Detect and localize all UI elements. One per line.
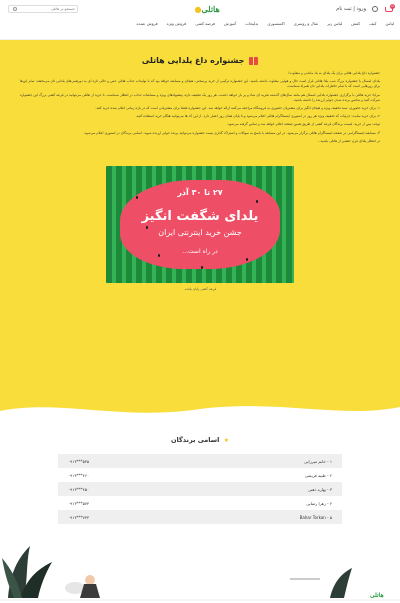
nav-list (6, 18, 394, 29)
lottery-status-caption: قرعه کشی پایان یافت. (183, 287, 217, 292)
festival-paragraph: یلدای امسال با جشنواره بزرگ شب یلدا هاتلی قرار است حال و هوایی متفاوت داشته باشید. این جشنواره ترکیبی از خرید پرسختی، هیجان و مسابقه خواهد بود که با تولیدات جذاب هاتلی حس و حالی تازه ای به دورهمی‌های یلدایی تان می‌بخشد. تمام این‌ها برای روزهایی است که با تمام خاطرات یلدایی تان همراه شماست. (20, 79, 380, 89)
nav-item-clothes[interactable]: لباس (385, 21, 394, 26)
festival-intro: جشنواره داغ یلدایی هاتلی برای یک یلدای به یاد ماندنی و متفاوت! (288, 71, 380, 75)
nav-item-tutorials[interactable]: آموزش (223, 21, 237, 26)
nav-item-wholesale[interactable]: فروش عمده (136, 21, 158, 26)
table-row (58, 496, 342, 510)
festival-paragraph: ۲- برای خرید سایت: جزئیات کد تخفیف ویژه هر روز در استوری اینستاگرام هاتلی اعلام می‌شود و تا پایان همان روز اعتبار دارد. از این کد ها می‌توانید هنگام خرید استفاده کنید. (135, 114, 380, 119)
star-icon: ★ (223, 437, 230, 444)
winner-phone: ۰۹۱۳***۴۶۰ (68, 472, 90, 478)
footer-logo[interactable]: هاتلی (370, 592, 384, 599)
search-input[interactable] (17, 7, 75, 11)
winner-name: ۱ - خانم میرزایی (304, 458, 332, 464)
winner-phone: ۰۹۱۳***۵۳۵ (68, 458, 90, 464)
seed-icon (256, 200, 258, 203)
site-logo[interactable]: هاتلی● (194, 4, 220, 14)
festival-title (20, 56, 380, 65)
table-row (58, 454, 342, 468)
nav-item-bags[interactable]: کیف (369, 21, 377, 26)
cart-icon[interactable] (384, 3, 394, 13)
winner-phone: ۰۹۱۳***۵۷۳ (68, 500, 90, 506)
winner-name: ۲ - طیبه قریشی (304, 472, 332, 478)
festival-paragraph: مزایا: خرید هاتلی با برگزاری جشنواره یلدایی امسال هم مانند سال‌های گذشته تجربه ای شاد و پر بار خواهد داشت. هر روز یک تخفیف تازه، پیشنهادهای ویژه و مسابقات جذاب در انتظار شماست. با خرید از هاتلی می‌توانید در قرعه کشی بزرگ این جشنواره شرکت کنید و شانس برنده شدن جوایز ارزنده را داشته باشید. (20, 92, 380, 102)
banner-date: ۲۷ تا ۳۰ آذر (177, 188, 223, 198)
footer-illustration (0, 518, 400, 603)
winner-phone: ۰۹۱۳***۴۵۰ (68, 486, 90, 492)
search-box (8, 5, 78, 13)
yalda-banner[interactable] (106, 166, 294, 283)
nav-item-shoes[interactable]: کفش (351, 21, 361, 26)
festival-paragraph: ۳- مسابقه اینستاگرامی در صفحه اینستاگرام هاتلی برگزار می‌شود. در این مسابقه با پاسخ به سوالات و اشتراک گذاری پست جشنواره می‌توانید برنده جوایز ارزنده شوید. اسامی برندگان در استوری اعلام می‌شود. (83, 130, 380, 135)
festival-paragraph: توجه: پس از خرید، لیست برندگان قرعه کشی از طریق همین صفحه اعلام خواهد شد و تماس گرفته می‌شود. (226, 122, 380, 127)
festival-section (0, 40, 400, 420)
nav-item-lottery[interactable]: فرصه کشی (195, 21, 215, 26)
gift-icon (249, 57, 258, 65)
account-area (336, 3, 394, 13)
nav-item-jewelry[interactable]: بدلیجات (245, 21, 259, 26)
banner-headline: یلدای شگفت انگیز (141, 209, 259, 225)
banner-subheadline: جشن خرید اینترنتی ایران (158, 228, 242, 238)
cart-count-badge: 0 (391, 3, 394, 8)
nav-item-underwear[interactable]: لباس زیر (327, 21, 343, 26)
winner-name: ۴ - زهرا رضایی (306, 500, 332, 506)
winner-name: ۵ - Bahar Torkan (299, 514, 332, 520)
festival-paragraph: ۱- برای خرید حضوری، سبد تخفیف ویژه و هیجان انگیز برای مشتریان حضوری به فروشگاه مراجعه می‌کنند ارائه خواهد شد. این جشنواره فقط برای مشتریانی است که در بازه زمانی اعلام شده خرید کنند. (95, 106, 380, 111)
winner-phone: ۰۹۱۳***۷۳۳ (68, 514, 90, 520)
winner-name: ۳ - پهاره ذهبی (307, 486, 332, 492)
user-icon[interactable] (372, 6, 378, 12)
table-row (58, 482, 342, 496)
wave-divider (0, 399, 400, 421)
login-link[interactable]: ورود | ثبت نام (336, 6, 366, 12)
top-bar (0, 0, 400, 18)
seed-icon (246, 258, 248, 261)
table-row (58, 468, 342, 482)
winners-table (58, 454, 342, 524)
banner-coming-soon: در راه است... (182, 248, 218, 256)
nav-item-special-sale[interactable]: فروش ویژه (166, 21, 187, 26)
winners-title (58, 436, 342, 444)
winners-title-text: اسامی برندگان (170, 436, 220, 444)
winners-section (0, 420, 400, 524)
festival-paragraph: در انتظار یلدای قرن جشنی از هاتلی باشید... (317, 138, 380, 143)
nav-item-accessories[interactable]: اکسسوری (267, 21, 285, 26)
seed-icon (201, 266, 203, 269)
logo-text: هاتلی (201, 4, 220, 14)
main-nav (0, 18, 400, 40)
search-icon[interactable] (13, 7, 17, 11)
festival-title-text: جشنواره داغ یلدایی هاتلی (141, 56, 245, 65)
nav-item-scarves[interactable]: شال و روسری (293, 21, 319, 26)
